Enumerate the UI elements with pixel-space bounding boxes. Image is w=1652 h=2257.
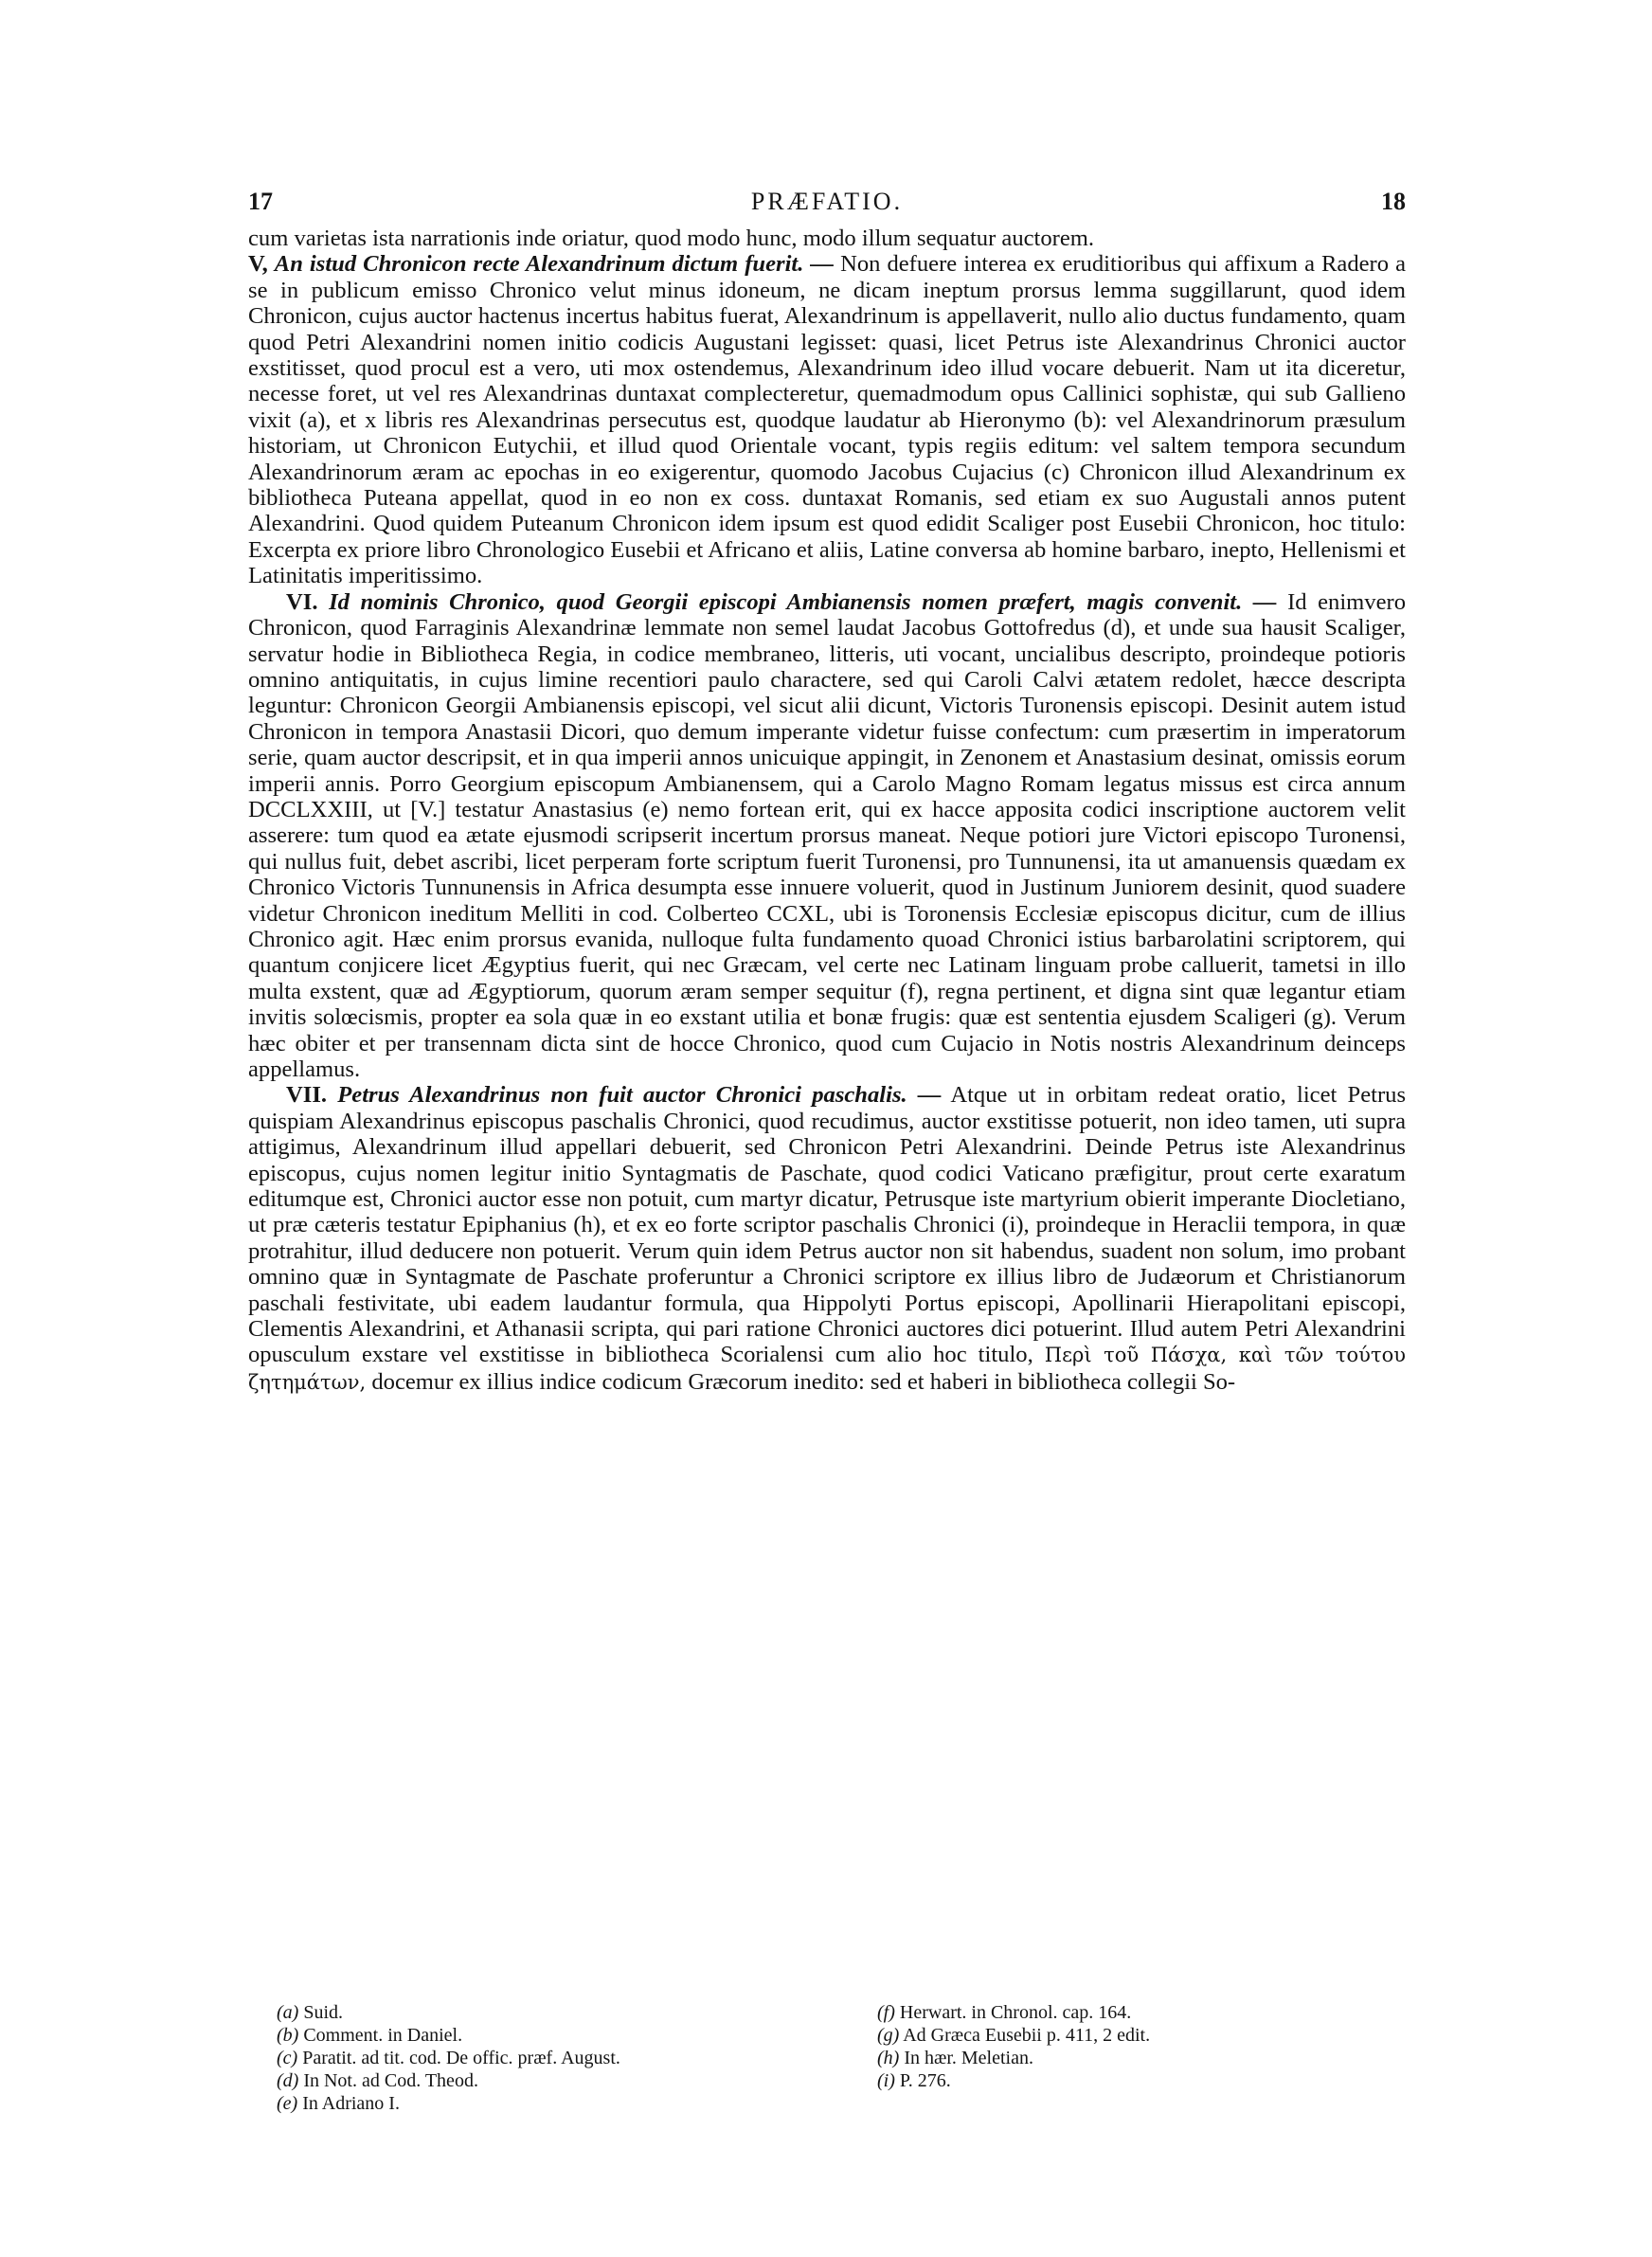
footnote-text: In hær. Meletian.: [904, 2048, 1033, 2068]
footnote: [877, 2024, 1408, 2047]
footnote-label: (f): [877, 2002, 895, 2023]
section-text: Id enimvero Chronicon, quod Farraginis Alexandrinæ lemmate non semel laudat Jacobus Gottofredus (d), et unde sua hausit Scaliger, servatur hodie in Bibliotheca Regia, in codice membraneo, litteris, uti vocant, uncialibus descripto, proindeque potioris omnino antiquitatis, in cujus limine recentiori paulo charactere, sed qui Caroli Calvi ætatem redolet, hæcce descripta leguntur: Chronicon Georgii Ambianensis episcopi, vel sicut alii dicunt, Victoris Turonensis episcopi. Desinit autem istud Chronicon in tempora Anastasii Dicori, quo demum imperante videtur fuisse confectum: cum præsertim in imperatorum serie, quam auctor descripsit, et in qua imperii annos unicuique appingit, in Zenonem et Anastasium desinat, omissis eorum imperii annis. Porro Georgium episcopum Ambianensem, qui a Carolo Magno Romam legatus missus est circa annum DCCLXXIII, ut [V.] testatur Anastasius (e) nemo fortean erit, qui ex hacce apposita codici inscriptione auctorem velit asserere: tum quod ea ætate ejusmodi scripserit incertum prorsus maneat. Neque potiori jure Victori episcopo Turonensi, qui nullus fuit, debet ascribi, licet perperam forte scriptum fuerit Turonensi, pro Tunnunensi, ita ut amanuensis quædam ex Chronico Victoris Tunnunensis in Africa desumpta esse innuere voluerit, quod in Justinum Juniorem desinit, quod suadere videtur Chronicon ineditum Melliti in cod. Colberteo CCXL, ubi is Toronensis Ecclesiæ episcopus dicitur, cum de illius Chronico agit. Hæc enim prorsus evanida, nulloque fulta fundamento quoad Chronici istius barbarolatini scriptorem, qui quantum conjicere licet Ægyptius fuerit, qui nec Græcam, vel certe nec Latinam linguam probe calluerit, tametsi in illo multa exstent, quæ ad Ægyptiorum, quorum æram semper sequitur (f), regna pertinent, et digna sint quæ legantur etiam invitis solœcismis, propter ea sola quæ in eo exstant utilia et bonæ frugis: quæ est sententia ejusdem Scaligeri (g). Verum hæc obiter et per transennam dicta sint de hocce Chronico, quod cum Cujacio in Notis nostris Alexandrinum deinceps appellamus.: [248, 588, 1407, 1082]
footnote-text: Paratit. ad tit. cod. De offic. præf. August.: [302, 2048, 620, 2068]
footnote-label: (g): [877, 2025, 900, 2046]
section-heading: Id nominis Chronico, quod Georgii episcopi Ambianensis nomen præfert, magis convenit. —: [329, 588, 1277, 615]
footnote-label: (a): [277, 2002, 299, 2023]
section-v: [248, 251, 1406, 588]
section-number: V,: [248, 251, 268, 278]
page-header: [248, 183, 1406, 221]
footnote-text: Comment. in Daniel.: [303, 2025, 463, 2046]
footnote-label: (e): [277, 2093, 298, 2114]
footnote-text: In Adriano I.: [302, 2093, 400, 2114]
footnote: [277, 2069, 835, 2092]
section-heading: Petrus Alexandrinus non fuit auctor Chronici paschalis. —: [337, 1082, 942, 1109]
section-number: VI.: [286, 588, 318, 615]
section-text-continued: docemur ex illius indice codicum Græcorum inedito: sed et haberi in bibliotheca collegii So-: [371, 1368, 1236, 1395]
footnote-text: Ad Græca Eusebii p. 411, 2 edit.: [903, 2025, 1151, 2046]
footnote-label: (b): [277, 2025, 299, 2046]
footnote: [277, 2092, 835, 2115]
footnote: [877, 2047, 1408, 2069]
footnote-label: (c): [277, 2048, 298, 2068]
section-number: VII.: [286, 1082, 328, 1109]
footnote-label: (d): [277, 2070, 299, 2091]
footnote: [277, 2024, 835, 2047]
footnote-text: Herwart. in Chronol. cap. 164.: [899, 2002, 1132, 2023]
footnotes-right-column: [877, 2001, 1408, 2092]
greek-title: Περὶ τοῦ Πάσχα, καὶ τῶν τούτου ζητημάτων,: [248, 1344, 1406, 1394]
footnote-label: (i): [877, 2070, 895, 2091]
paragraph-continuation: [248, 226, 1406, 251]
paragraph-text: cum varietas ista narrationis inde oriatur, quod modo hunc, modo illum sequatur auctorem.: [248, 226, 1095, 251]
footnote: [277, 2047, 835, 2069]
section-text: Non defuere interea ex eruditioribus qui affixum a Radero a se in publicum emisso Chronico velut minus idoneum, ne dicam ineptum prorsus lemma suggillarunt, quod idem Chronicon, cujus auctor hactenus incertus habitus fuerat, Alexandrinum is appellaverit, nullo alio ductus fundamento, quam quod Petri Alexandrini nomen initio codicis Augustani legisset: quasi, licet Petrus iste Alexandrinus Chronici auctor exstitisset, quod procul est a vero, uti mox ostendemus, Alexandrinum ideo illud vocare debuerit. Nam ut ita diceretur, necesse foret, ut vel res Alexandrinas duntaxat complecteretur, quemadmodum opus Callinici sophistæ, qui sub Gallieno vixit (a), et x libris res Alexandrinas persecutus est, quodque laudatur ab Hieronymo (b): vel Alexandrinorum præsulum historiam, ut Chronicon Eutychii, et illud quod Orientale vocant, typis regiis editum: vel saltem tempora secundum Alexandrinorum æram ac epochas in eo exigerentur, quomodo Jacobus Cujacius (c) Chronicon illud Alexandrinum ex bibliotheca Puteana appellat, quod in eo non ex coss. duntaxat Romanis, sed etiam ex suo Augustali annos putent Alexandrini. Quod quidem Puteanum Chronicon idem ipsum est quod edidit Scaliger post Eusebii Chronicon, hoc titulo: Excerpta ex priore libro Chronologico Eusebii et Africano et aliis, Latine conversa ab homine barbaro, inepto, Hellenismi et Latinitatis imperitissimo.: [248, 251, 1406, 589]
footnote: [277, 2001, 835, 2024]
footnote-text: In Not. ad Cod. Theod.: [303, 2070, 478, 2091]
footnote: [877, 2001, 1408, 2024]
section-vi: [248, 589, 1406, 1083]
footnote: [877, 2069, 1408, 2092]
footnote-text: Suid.: [303, 2002, 344, 2023]
section-heading: An istud Chronicon recte Alexandrinum dictum fuerit. —: [274, 251, 835, 278]
page-number-left: 17: [248, 188, 273, 215]
body-text: [248, 226, 1406, 1396]
footnotes-left-column: [277, 2001, 835, 2115]
section-text: Atque ut in orbitam redeat oratio, licet Petrus quispiam Alexandrinus episcopus paschalis Chronici, quod recudimus, auctor exstitisse potuerit, non ideo tamen, uti supra attigimus, Alexandrinum illud appellari debuerit, sed Chronicon Petri Alexandrini. Deinde Petrus iste Alexandrinus episcopus, cujus nomen legitur initio Syntagmatis de Paschate, quod codici Vaticano præfigitur, prout certe exaratum editumque est, Chronici auctor esse non potuit, cum martyr dicatur, Petrusque iste martyrium obierit imperante Diocletiano, ut præ cæteris testatur Epiphanius (h), et ex eo forte scriptor paschalis Chronici (i), proindeque in Heraclii tempora, in quæ protrahitur, illud deducere non potuerit. Verum quin idem Petrus auctor non sit habendus, suadent non solum, imo probant omnino quæ in Syntagmate de Paschate proferuntur a Chronici scriptore ex illius libro de Judæorum et Christianorum paschali festivitate, ubi eadem laudantur formula, qua Hippolyti Portus episcopi, Apollinarii Hierapolitani episcopi, Clementis Alexandrini, et Athanasii scripta, qui pari ratione Chronici auctores dici potuerint. Illud autem Petri Alexandrini opusculum exstare vel exstitisse in bibliotheca Scorialensi cum alio hoc titulo,: [248, 1082, 1407, 1368]
section-vii: [248, 1082, 1406, 1396]
running-title: PRÆFATIO.: [750, 188, 904, 215]
page-number-right: 18: [1381, 188, 1406, 215]
footnote-label: (h): [877, 2048, 900, 2068]
footnote-text: P. 276.: [899, 2070, 951, 2091]
